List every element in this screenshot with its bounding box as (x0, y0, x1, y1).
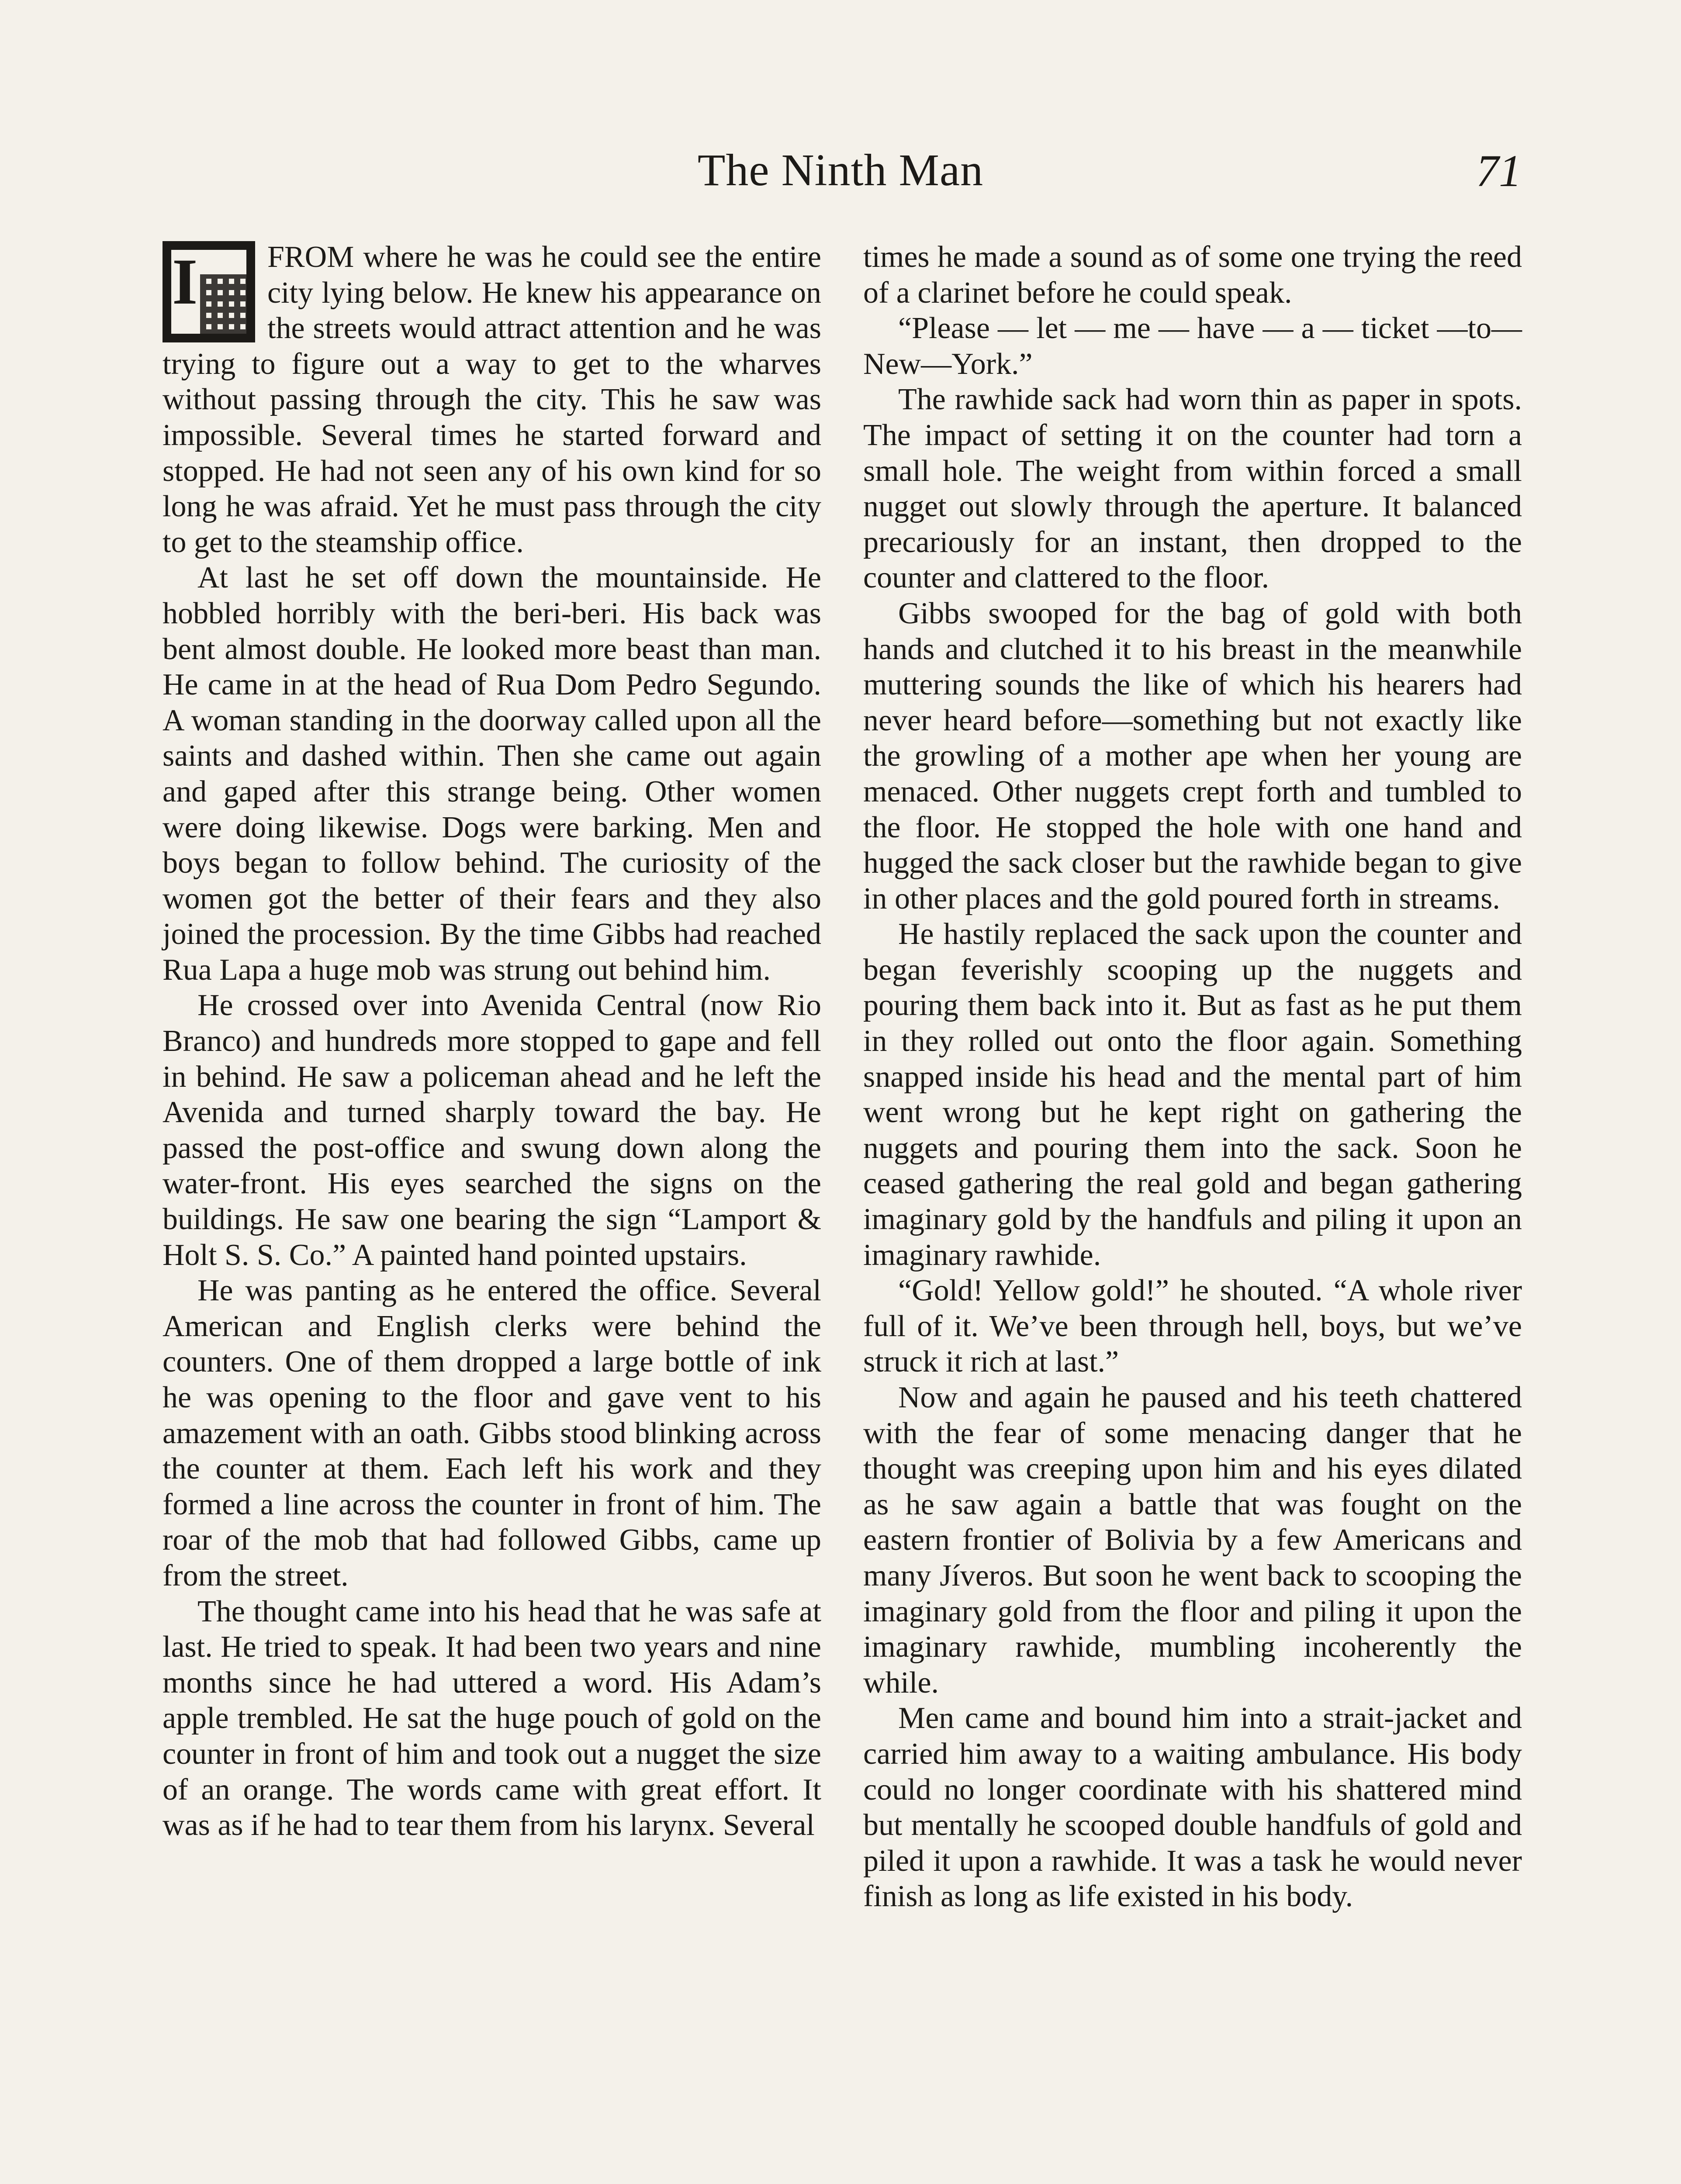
right-column (863, 239, 1522, 1914)
paragraph: “Please — let — me — have — a — ticket —to—New—York.” (863, 311, 1522, 381)
decorative-initial (163, 241, 255, 342)
left-column (163, 239, 821, 1843)
paragraph: The rawhide sack had worn thin as paper in spots. The impact of setting it on the counter had torn a small hole. The weight from within forced a small nugget out slowly through the aperture. It balanced precariously for an instant, then dropped to the counter and clattered to the floor. (863, 383, 1522, 595)
building-illustration-icon (200, 274, 248, 335)
paragraph: He hastily replaced the sack upon the counter and began feverishly scooping up the nuggets and pouring them back into it. But as fast as he put them in they rolled out onto the floor again. Something snapped inside his head and the mental part of him went wrong but he kept right on gathering the nuggets and pouring them into the sack. Soon he ceased gathering the real gold and began gathering imaginary gold by the handfuls and piling it upon an imaginary rawhide. (863, 917, 1522, 1272)
dropcap-letter: I (172, 245, 198, 318)
running-head-title: The Ninth Man (697, 145, 984, 195)
paragraph: The thought came into his head that he was safe at last. He tried to speak. It had been two years and nine months since he had uttered a word. His Adam’s apple trembled. He sat the huge pouch of gold on the counter in front of him and took out a nugget the size of an orange. The words came with great effort. It was as if he had to tear them from his larynx. Several (163, 1594, 821, 1842)
paragraph: Now and again he paused and his teeth chattered with the fear of some menacing danger that he thought was creeping upon him and his eyes dilated as he saw again a battle that was fought on the eastern frontier of Bolivia by a few Americans and many Jíveros. But soon he went back to scooping the imaginary gold from the floor and piling it upon the imaginary rawhide, mumbling incoherently the while. (863, 1381, 1522, 1700)
paragraph: “Gold! Yellow gold!” he shouted. “A whole river full of it. We’ve been through hell, boys, but we’ve struck it rich at last.” (863, 1274, 1522, 1379)
page-number: 71 (1476, 146, 1522, 196)
paragraph: times he made a sound as of some one trying the reed of a clarinet before he could speak. (863, 240, 1522, 310)
paragraph: Gibbs swooped for the bag of gold with both hands and clutched it to his breast in the meanwhile muttering sounds the like of which his hearers had never heard before—something but not exactly like the growling of a mother ape when her young are menaced. Other nuggets crept forth and tumbled to the floor. He stopped the hole with one hand and hugged the sack closer but the rawhide began to give in other places and the gold poured forth in streams. (863, 596, 1522, 916)
paragraph: FROM where he was he could see the entire city lying below. He knew his appearance on the streets would attract attention and he was trying to figure out a way to get to the wharves without passing through the city. This he saw was impossible. Several times he started forward and stopped. He had not seen any of his own kind for so long he was afraid. Yet he must pass through the city to get to the steamship office. (163, 240, 821, 559)
paragraph: He was panting as he entered the office. Several American and English clerks were behind the counters. One of them dropped a large bottle of ink he was opening to the floor and gave vent to his amazement with an oath. Gibbs stood blinking across the counter at them. Each left his work and they formed a line across the counter in front of him. The roar of the mob that had followed Gibbs, came up from the street. (163, 1274, 821, 1593)
paragraph: He crossed over into Avenida Central (now Rio Branco) and hundreds more stopped to gape and fell in behind. He saw a policeman ahead and he left the Avenida and turned sharply toward the bay. He passed the post-office and swung down along the water-front. His eyes searched the signs on the buildings. He saw one bearing the sign “Lamport & Holt S. S. Co.” A painted hand pointed upstairs. (163, 988, 821, 1272)
paragraph: Men came and bound him into a strait-jacket and carried him away to a waiting ambulance. His body could no longer coordinate with his shattered mind but mentally he scooped double handfuls of gold and piled it upon a rawhide. It was a task he would never finish as long as life existed in his body. (863, 1701, 1522, 1914)
paragraph: At last he set off down the mountainside. He hobbled horribly with the beri-beri. His back was bent almost double. He looked more beast than man. He came in at the head of Rua Dom Pedro Segundo. A woman standing in the doorway called upon all the saints and dashed within. Then she came out again and gaped after this strange being. Other women were doing likewise. Dogs were barking. Men and boys began to follow behind. The curiosity of the women got the better of their fears and they also joined the procession. By the time Gibbs had reached Rua Lapa a huge mob was strung out behind him. (163, 561, 821, 987)
